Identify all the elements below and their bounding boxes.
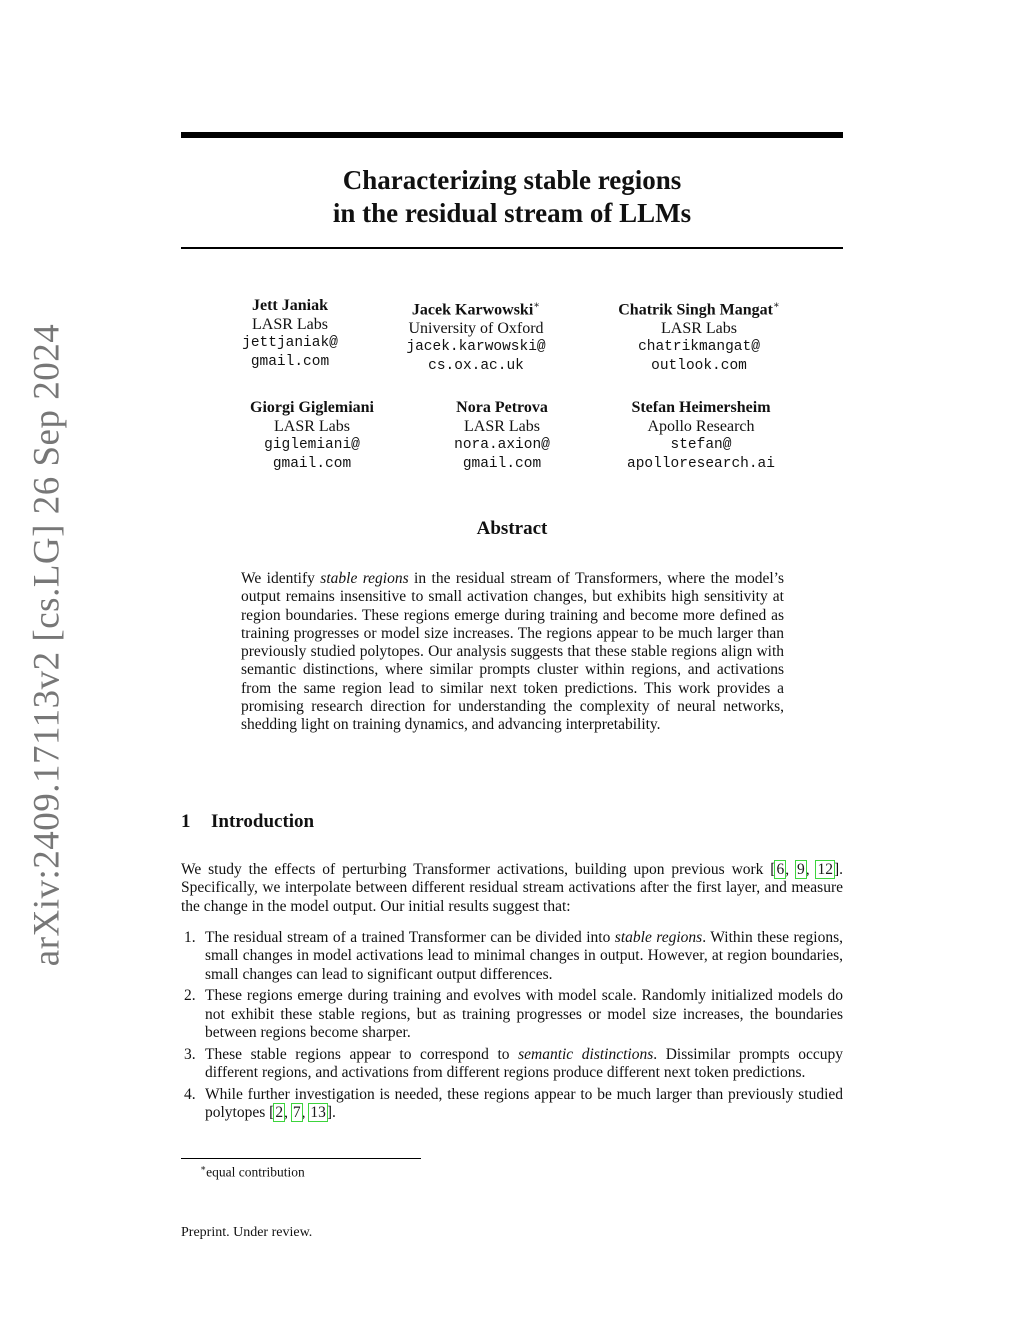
abstract-heading: Abstract xyxy=(476,518,548,539)
author-email[interactable]: jacek.karwowski@ xyxy=(406,339,546,356)
emphasis: stable regions xyxy=(320,570,409,587)
author-affiliation: LASR Labs xyxy=(252,315,328,333)
footnote-text: equal contribution xyxy=(206,1164,305,1180)
author-email[interactable]: jettjaniak@ xyxy=(242,335,338,351)
author-name: Nora Petrova xyxy=(456,399,548,416)
title-bottom-rule xyxy=(181,247,843,249)
footnote-marker: ∗ xyxy=(200,1163,207,1173)
intro-paragraph: We study the effects of perturbing Transformer activations, building upon previous work [6, 9, 12]. Specifically, we interpolate between different residual stream activations after the first layer, and measure the change in the model output. Our initial results suggest that: xyxy=(181,861,844,915)
author-affiliation: LASR Labs xyxy=(464,417,540,435)
author-block xyxy=(406,297,545,375)
author-affiliation: University of Oxford xyxy=(408,319,544,337)
author-name: Giorgi Giglemiani xyxy=(250,399,374,416)
author-email-domain[interactable]: gmail.com xyxy=(462,455,542,472)
author-affiliation: LASR Labs xyxy=(274,417,350,435)
citation-link[interactable]: 12 xyxy=(817,861,833,878)
citation-link[interactable]: 6 xyxy=(776,861,785,878)
author-block xyxy=(618,297,780,375)
author-email[interactable]: stefan@ xyxy=(670,437,732,453)
author-email-domain[interactable]: gmail.com xyxy=(250,353,330,370)
equal-contribution-marker[interactable]: ∗ xyxy=(533,300,541,311)
list-number: 2. xyxy=(184,987,196,1005)
author-email[interactable]: giglemiani@ xyxy=(264,437,360,453)
author-block xyxy=(454,399,550,473)
list-number: 4. xyxy=(184,1085,196,1103)
list-number: 1. xyxy=(184,929,196,946)
author-email[interactable]: chatrikmangat@ xyxy=(638,339,760,356)
list-item: 2. These regions emerge during training and evolves with model scale. Randomly initialized models do not exhibit these stable regions, but as training progresses or model size increases, the boundaries between regions become sharper. xyxy=(184,987,843,1041)
author-block xyxy=(242,297,338,371)
citation-link[interactable]: 2 xyxy=(275,1104,284,1122)
author-block xyxy=(627,399,775,473)
citation-link[interactable]: 13 xyxy=(310,1104,326,1122)
title-line-1: Characterizing stable regions xyxy=(342,165,682,195)
paper-title xyxy=(181,164,843,230)
author-name: Chatrik Singh Mangat xyxy=(618,301,773,319)
abstract-body: We identify stable regions in the residual stream of Transformers, where the model’s output remains insensitive to small activation changes, but exhibits high sensitivity at region boundaries. These regions emerge during training and become more defined as training progresses or model size increases. The regions appear to be much larger than previously studied polytopes. Our analysis suggests that these stable regions align with semantic distinctions, where similar prompts cluster within regions, and activations from the same region lead to similar next token predictions. This work provides a promising research direction for understanding the complexity of neural networks, shedding light on training dynamics, and advancing interpretability. xyxy=(241,570,784,734)
author-name: Jett Janiak xyxy=(252,297,328,314)
emphasis: stable regions xyxy=(614,929,703,946)
author-block xyxy=(250,399,374,473)
findings-list xyxy=(181,929,843,1126)
section-number: 1 xyxy=(181,811,191,832)
author-email-domain[interactable]: apolloresearch.ai xyxy=(627,455,775,472)
list-item: 3. These stable regions appear to correspond to semantic distinctions. Dissimilar prompts occupy different regions, and activations from different regions produce different next token predictions. xyxy=(184,1045,843,1082)
list-item: 1. The residual stream of a trained Transformer can be divided into stable regions. Within these regions, small changes in model activations lead to minimal changes in output. However, at region boundaries, small changes can lead to significant output differences. xyxy=(184,929,843,983)
title-line-2: in the residual stream of LLMs xyxy=(332,198,692,228)
emphasis: semantic distinctions xyxy=(518,1045,654,1063)
section-title: Introduction xyxy=(211,811,315,832)
author-email-domain[interactable]: gmail.com xyxy=(272,455,352,472)
author-affiliation: Apollo Research xyxy=(647,417,755,435)
arxiv-identifier: arXiv:2409.17113v2 [cs.LG] 26 Sep 2024 xyxy=(26,323,68,967)
citation-link[interactable]: 9 xyxy=(796,861,805,878)
author-name: Jacek Karwowski xyxy=(411,301,534,319)
list-number: 3. xyxy=(184,1045,196,1063)
list-item: 4. While further investigation is needed, these regions appear to be much larger than previously studied polytopes [2, 7, 13]. xyxy=(184,1085,843,1122)
author-email[interactable]: nora.axion@ xyxy=(454,437,550,453)
author-affiliation: LASR Labs xyxy=(661,319,737,337)
citation-link[interactable]: 7 xyxy=(292,1104,301,1122)
footnote-rule xyxy=(181,1158,421,1159)
preprint-notice: Preprint. Under review. xyxy=(181,1225,313,1240)
title-top-rule xyxy=(181,132,843,138)
footnote xyxy=(200,1163,305,1181)
author-name: Stefan Heimersheim xyxy=(631,399,771,416)
equal-contribution-marker[interactable]: ∗ xyxy=(772,300,780,311)
author-email-domain[interactable]: cs.ox.ac.uk xyxy=(428,357,524,374)
author-email-domain[interactable]: outlook.com xyxy=(651,357,747,374)
section-heading xyxy=(181,811,314,833)
